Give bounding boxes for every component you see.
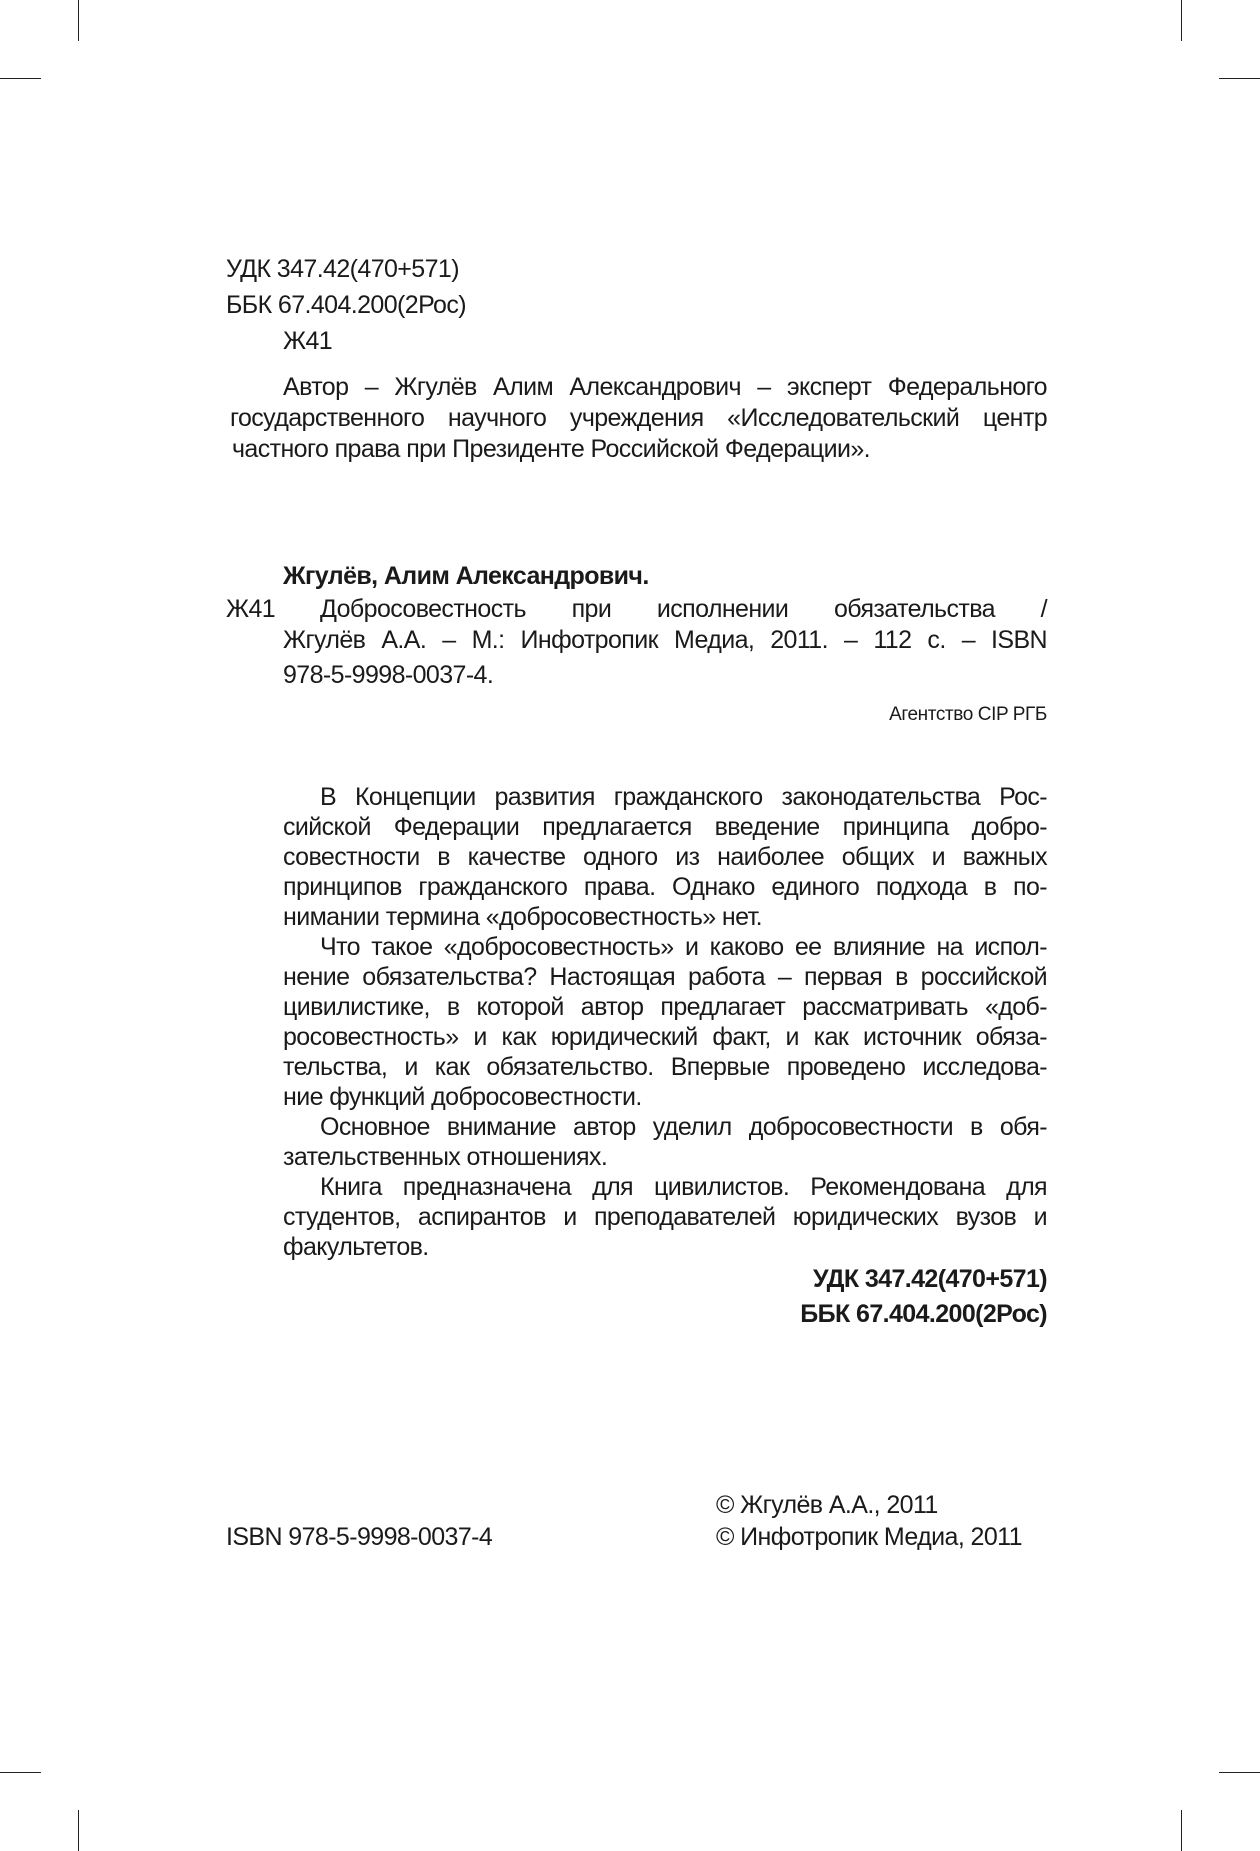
abstract-line: цивилистике, в которой автор предлагает рассматривать «доб- xyxy=(283,993,1047,1021)
abstract-line: Что такое «добросовестность» и каково ее влияние на испол- xyxy=(320,933,1047,961)
abstract-line: Основное внимание автор уделил добросовестности в обя- xyxy=(320,1113,1047,1141)
abstract-line: нимании термина «добросовестность» нет. xyxy=(283,903,763,931)
abstract-line: росовестность» и как юридический факт, и как источник обяза- xyxy=(283,1023,1047,1051)
abstract-line: принципов гражданского права. Однако единого подхода в по- xyxy=(283,873,1047,901)
abstract-line: сийской Федерации предлагается введение принципа добро- xyxy=(283,813,1047,841)
crop-mark xyxy=(0,1772,41,1773)
cip-agency: Агентство CIP РГБ xyxy=(889,704,1047,725)
catalog-mark: Ж41 xyxy=(226,595,276,623)
author-note-line: частного права при Президенте Российской Федерации». xyxy=(232,435,871,463)
catalog-author-heading: Жгулёв, Алим Александрович. xyxy=(283,562,649,590)
crop-mark xyxy=(1181,1810,1182,1851)
copyright-author: © Жгулёв А.А., 2011 xyxy=(716,1491,938,1519)
udk-code: УДК 347.42(470+571) xyxy=(226,255,459,283)
abstract-line: факультетов. xyxy=(283,1233,429,1261)
catalog-line: 978-5-9998-0037-4. xyxy=(283,661,494,689)
abstract-line: нение обязательства? Настоящая работа – первая в российской xyxy=(283,963,1047,991)
isbn: ISBN 978-5-9998-0037-4 xyxy=(226,1523,493,1551)
abstract-line: В Концепции развития гражданского законодательства Рос- xyxy=(320,783,1047,811)
crop-mark xyxy=(1181,0,1182,41)
abstract-line: Книга предназначена для цивилистов. Рекомендована для xyxy=(320,1173,1047,1201)
bbk-code: ББК 67.404.200(2Рос) xyxy=(226,291,466,319)
crop-mark xyxy=(1219,78,1260,79)
catalog-line: Добросовестность при исполнении обязательства / xyxy=(320,595,1047,623)
crop-mark xyxy=(0,78,41,79)
abstract-line: совестности в качестве одного из наиболее общих и важных xyxy=(283,843,1047,871)
abstract-line: зательственных отношениях. xyxy=(283,1143,608,1171)
catalog-line: Жгулёв А.А. – М.: Инфотропик Медиа, 2011. – 112 с. – ISBN xyxy=(283,626,1047,654)
author-mark: Ж41 xyxy=(283,327,333,355)
abstract-line: студентов, аспирантов и преподавателей юридических вузов и xyxy=(283,1203,1047,1231)
author-note-line: Автор – Жгулёв Алим Александрович – эксперт Федерального xyxy=(283,373,1047,401)
abstract-line: тельства, и как обязательство. Впервые проведено исследова- xyxy=(283,1053,1047,1081)
copyright-publisher: © Инфотропик Медиа, 2011 xyxy=(716,1523,1022,1551)
crop-mark xyxy=(78,0,79,41)
crop-mark xyxy=(1219,1772,1260,1773)
abstract-line: ние функций добросовестности. xyxy=(283,1083,642,1111)
footer-udk-code: УДК 347.42(470+571) xyxy=(812,1265,1047,1293)
crop-mark xyxy=(78,1810,79,1851)
author-note-line: государственного научного учреждения «Исследовательский центр xyxy=(230,404,1047,432)
footer-bbk-code: ББК 67.404.200(2Рос) xyxy=(800,1300,1047,1328)
